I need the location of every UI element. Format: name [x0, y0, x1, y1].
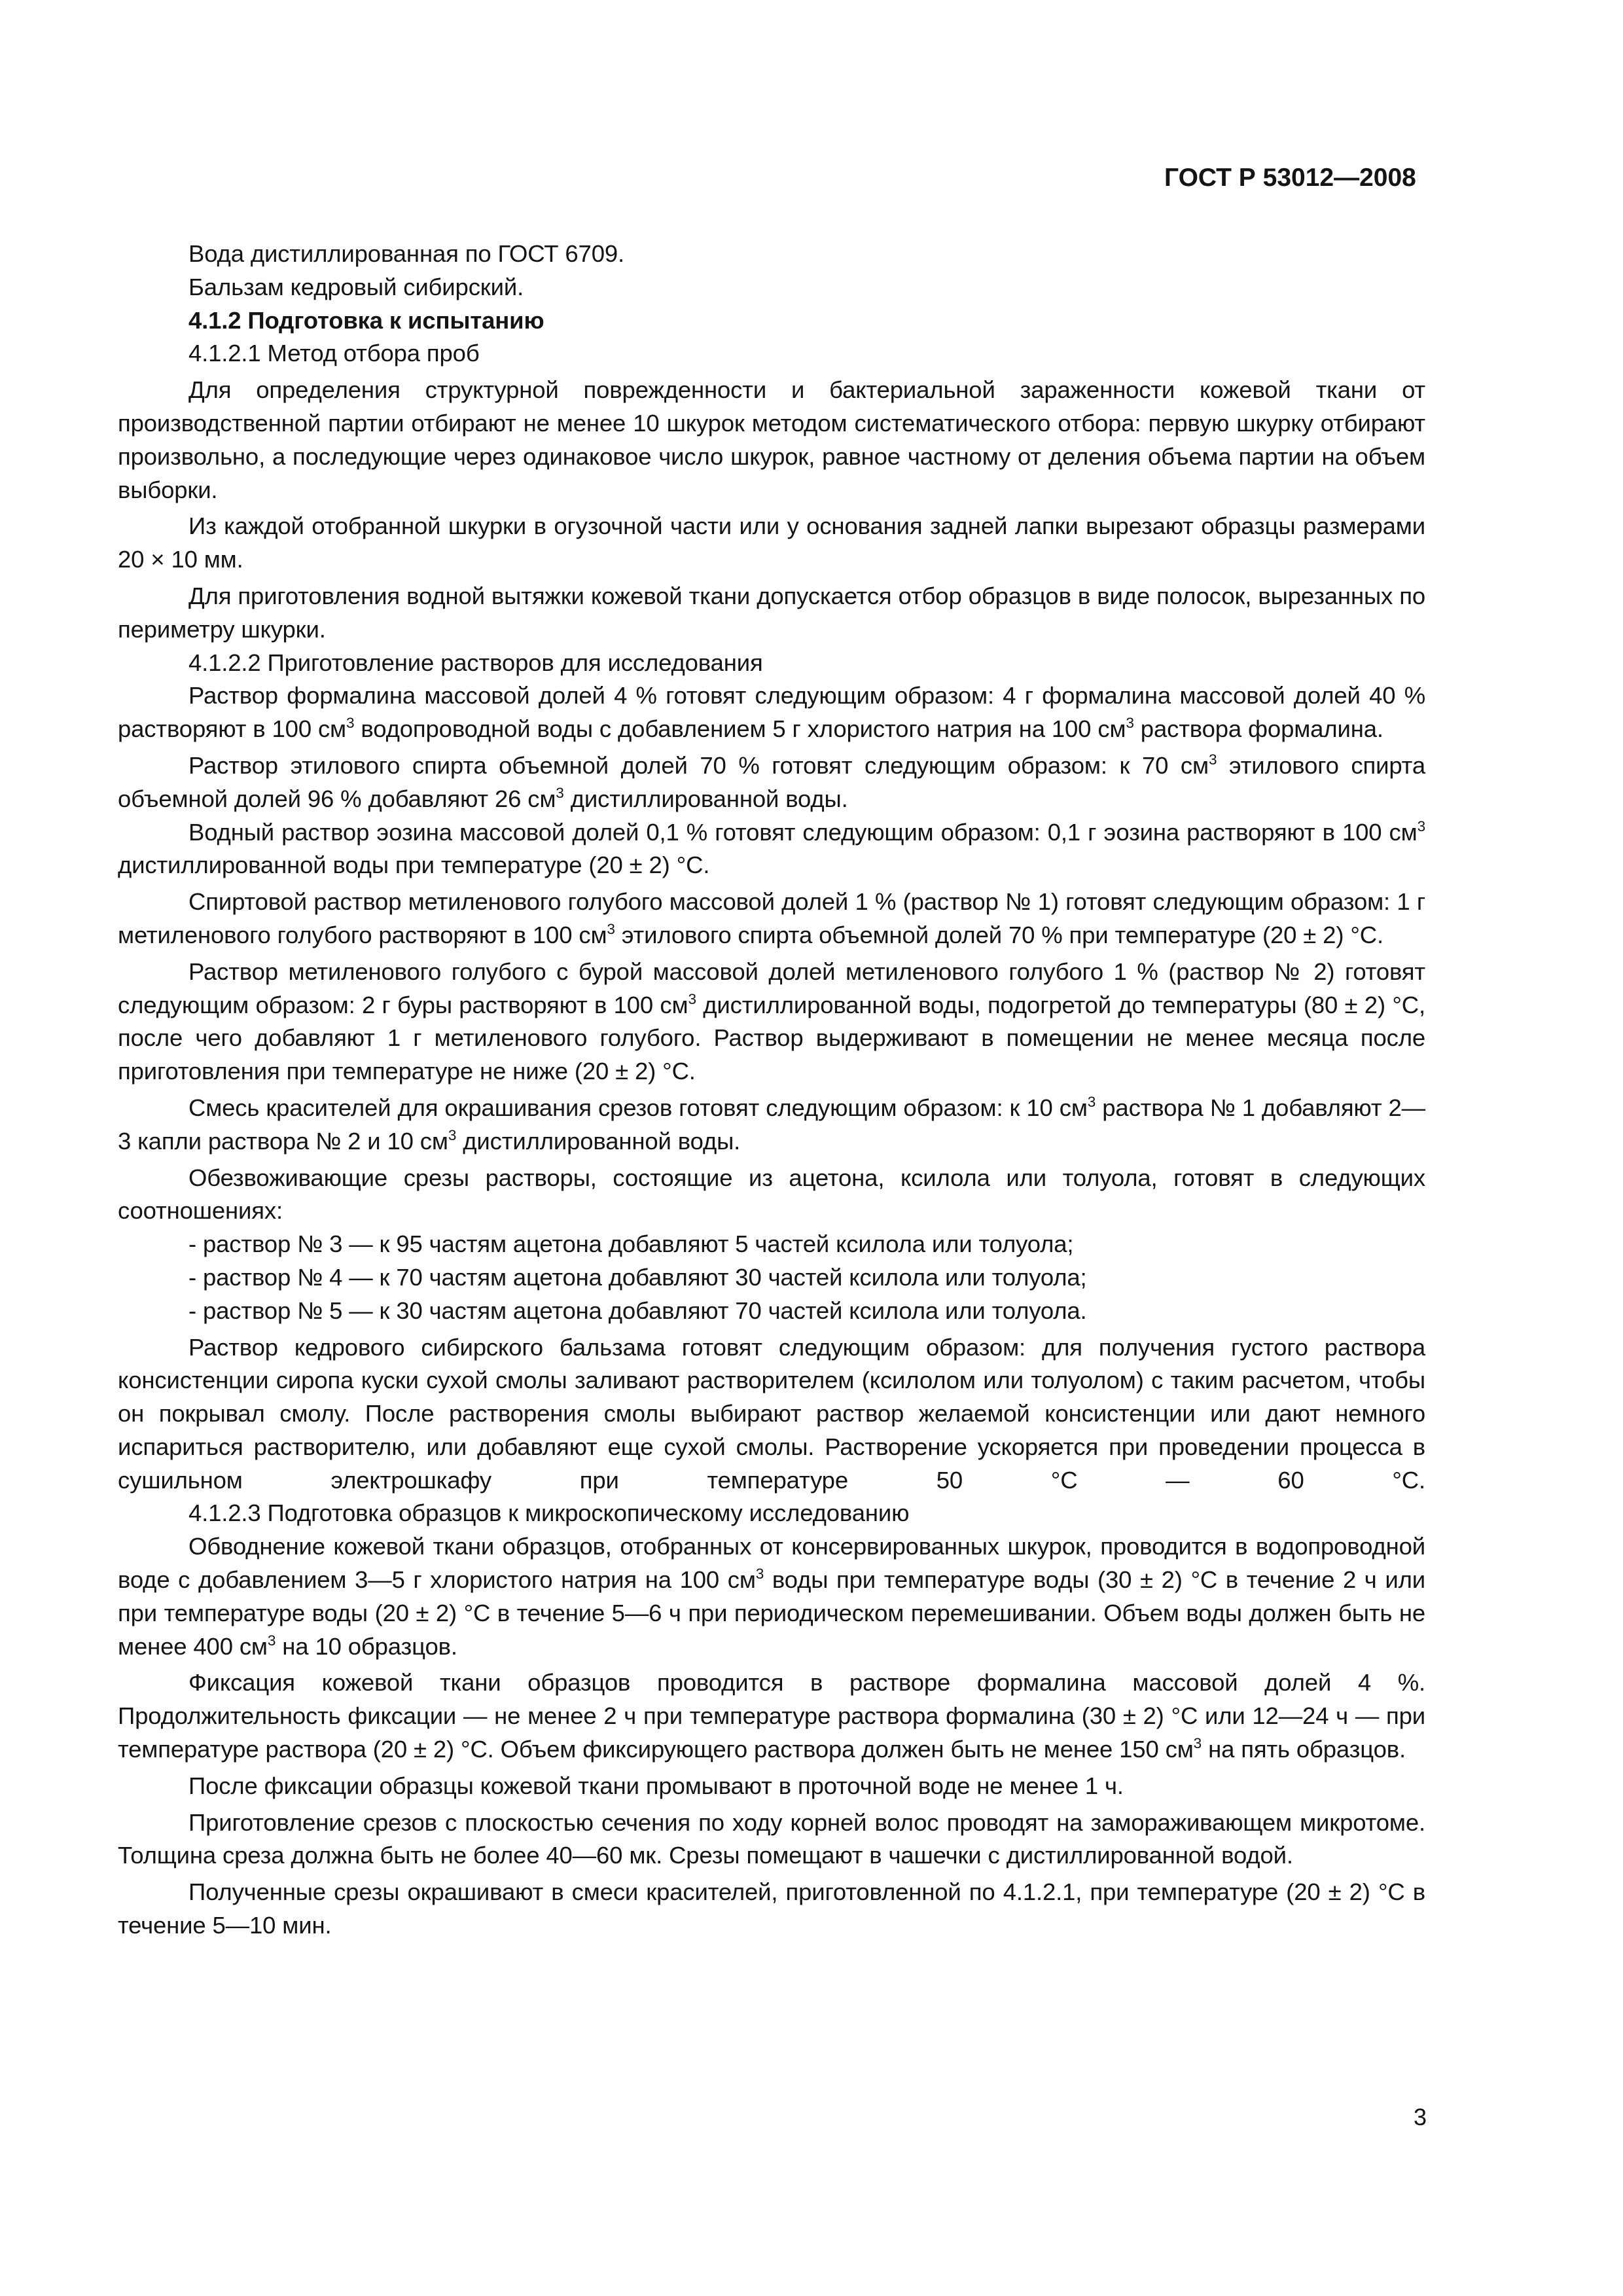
- body-paragraph: [118, 580, 1425, 647]
- text-run: Водный раствор эозина массовой долей 0,1 % готовят следующим образом: 0,1 г эозина растворяют в 100 см: [188, 818, 1418, 846]
- text-run: Раствор метиленового голубого с бурой массовой долей метиленового голубого 1 % (раствор № 2) готовят следующим образом: 2 г буры растворяют в 100 см: [118, 958, 1425, 1018]
- text-run: Фиксация кожевой ткани образцов проводится в растворе формалина массовой долей 4 %. Продолжительность фиксации — не менее 2 ч при температуре раствора формалина (30 ± 2) °С или 12—24 ч — при температуре раствора (20 ± 2) °С. Объем фиксирующего раствора должен быть не менее 150 см: [118, 1669, 1425, 1763]
- text-run: Для определения структурной поврежденности и бактериальной зараженности кожевой ткани от производственной партии отбирают не менее 10 шкурок методом систематического отбора: первую шкурку отбирают произвольно, а последующие через одинаковое число шкурок, равное частному от деления объема партии на объем выборки.: [118, 376, 1425, 503]
- superscript: 3: [607, 920, 615, 937]
- body-paragraph: [118, 1530, 1425, 1663]
- document-body: [118, 238, 1425, 1943]
- text-run: Приготовление срезов с плоскостью сечения по ходу корней волос проводят на замораживающем микротоме. Толщина среза должна быть не более 40—60 мк. Срезы помещают в чашечки с дистиллированной водой.: [118, 1808, 1425, 1869]
- body-paragraph: [118, 679, 1425, 746]
- text-run: воды при температуре воды (30 ± 2) °С в течение 2 ч или при температуре воды (20 ± 2) °С в течение 5—6 ч при периодическом перемешивании. Объем воды должен быть не менее 400 см: [118, 1566, 1425, 1660]
- body-paragraph: [118, 886, 1425, 952]
- text-run: дистиллированной воды.: [456, 1127, 741, 1155]
- text-run: Для приготовления водной вытяжки кожевой ткани допускается отбор образцов в виде полосок, вырезанных по периметру шкурки.: [118, 582, 1425, 643]
- body-paragraph: [118, 1092, 1425, 1158]
- text-run: Из каждой отобранной шкурки в огузочной части или у основания задней лапки вырезают образцы размерами 20 × 10 мм.: [118, 512, 1425, 573]
- body-paragraph: [118, 1497, 1425, 1530]
- text-run: 4.1.2.1 Метод отбора проб: [188, 340, 480, 367]
- superscript: 3: [688, 990, 696, 1007]
- text-run: Обезвоживающие срезы растворы, состоящие из ацетона, ксилола или толуола, готовят в следующих соотношениях:: [118, 1164, 1425, 1225]
- body-paragraph: [118, 1770, 1425, 1803]
- text-run: После фиксации образцы кожевой ткани промывают в проточной воде не менее 1 ч.: [188, 1772, 1124, 1799]
- body-paragraph: [118, 1295, 1425, 1328]
- superscript: 3: [1087, 1093, 1096, 1110]
- superscript: 3: [1208, 751, 1217, 768]
- text-run: 4.1.2 Подготовка к испытанию: [188, 306, 544, 334]
- text-run: этилового спирта объемной долей 96 % добавляют 26 см: [118, 751, 1425, 812]
- text-run: раствора № 1 добавляют 2—3 капли раствора № 2 и 10 см: [118, 1094, 1425, 1155]
- body-paragraph: [118, 816, 1425, 883]
- superscript: 3: [755, 1566, 764, 1583]
- text-run: - раствор № 5 — к 30 частям ацетона добавляют 70 частей ксилола или толуола.: [188, 1297, 1087, 1324]
- superscript: 3: [448, 1126, 457, 1143]
- page-number: 3: [1413, 2104, 1427, 2130]
- superscript: 3: [346, 715, 355, 732]
- section-heading: [118, 304, 1425, 338]
- text-run: Обводнение кожевой ткани образцов, отобранных от консервированных шкурок, проводится в водопроводной воде с добавлением 3—5 г хлористого натрия на 100 см: [118, 1533, 1425, 1594]
- body-paragraph: [118, 238, 1425, 271]
- text-run: - раствор № 4 — к 70 частям ацетона добавляют 30 частей ксилола или толуола;: [188, 1263, 1087, 1291]
- text-run: водопроводной воды с добавлением 5 г хлористого натрия на 100 см: [354, 715, 1126, 743]
- body-paragraph: [118, 749, 1425, 816]
- standard-code-header: ГОСТ Р 53012—2008: [1164, 164, 1416, 192]
- text-run: Раствор этилового спирта объемной долей 70 % готовят следующим образом: к 70 см: [188, 751, 1209, 779]
- body-paragraph: [118, 1228, 1425, 1261]
- body-paragraph: [118, 374, 1425, 507]
- superscript: 3: [267, 1632, 276, 1649]
- text-run: Раствор кедрового сибирского бальзама готовят следующим образом: для получения густого раствора консистенции сиропа куски сухой смолы заливают растворителем (ксилолом или толуолом) с таким расчетом, чтобы он покрывал смолу. После растворения смолы выбирают раствор желаемой консистенции или дают немного испариться растворителю, или добавляют еще сухой смолы. Растворение ускоряется при проведении процесса в сушильном электрошкафу при температуре 50 °С — 60 °С.: [118, 1333, 1425, 1494]
- superscript: 3: [556, 784, 564, 801]
- text-run: Бальзам кедровый сибирский.: [188, 273, 524, 300]
- body-paragraph: [118, 337, 1425, 370]
- body-paragraph: [118, 1331, 1425, 1498]
- text-run: - раствор № 3 — к 95 частям ацетона добавляют 5 частей ксилола или толуола;: [188, 1230, 1074, 1258]
- text-run: этилового спирта объемной долей 70 % при температуре (20 ± 2) °С.: [615, 921, 1383, 948]
- text-run: Спиртовой раствор метиленового голубого массовой долей 1 % (раствор № 1) готовят следующим образом: 1 г метиленового голубого растворяют в 100 см: [118, 888, 1425, 948]
- superscript: 3: [1417, 817, 1425, 834]
- superscript: 3: [1193, 1735, 1202, 1752]
- text-run: 4.1.2.3 Подготовка образцов к микроскопическому исследованию: [188, 1499, 910, 1527]
- body-paragraph: [118, 271, 1425, 304]
- body-paragraph: [118, 510, 1425, 577]
- superscript: 3: [1126, 715, 1134, 732]
- body-paragraph: [118, 1162, 1425, 1229]
- text-run: Полученные срезы окрашивают в смеси красителей, приготовленной по 4.1.2.1, при температуре (20 ± 2) °С в течение 5—10 мин.: [118, 1878, 1425, 1939]
- text-run: дистиллированной воды.: [563, 785, 848, 812]
- text-run: дистиллированной воды, подогретой до температуры (80 ± 2) °С, после чего добавляют 1 г метиленового голубого. Раствор выдерживают в помещении не менее месяца после приготовления при температуре не ниже (20 ± 2) °С.: [118, 991, 1425, 1085]
- text-run: Вода дистиллированная по ГОСТ 6709.: [188, 240, 624, 267]
- text-run: раствора формалина.: [1133, 715, 1383, 743]
- text-run: Раствор формалина массовой долей 4 % готовят следующим образом: 4 г формалина массовой долей 40 % растворяют в 100 см: [118, 682, 1425, 743]
- text-run: на 10 образцов.: [276, 1632, 457, 1660]
- body-paragraph: [118, 1806, 1425, 1873]
- body-paragraph: [118, 1666, 1425, 1766]
- body-paragraph: [118, 1261, 1425, 1295]
- text-run: 4.1.2.2 Приготовление растворов для исследования: [188, 649, 763, 676]
- text-run: Смесь красителей для окрашивания срезов готовят следующим образом: к 10 см: [188, 1094, 1088, 1121]
- body-paragraph: [118, 647, 1425, 680]
- text-run: на пять образцов.: [1202, 1736, 1406, 1763]
- body-paragraph: [118, 1876, 1425, 1943]
- body-paragraph: [118, 956, 1425, 1088]
- text-run: дистиллированной воды при температуре (20 ± 2) °С.: [118, 852, 710, 879]
